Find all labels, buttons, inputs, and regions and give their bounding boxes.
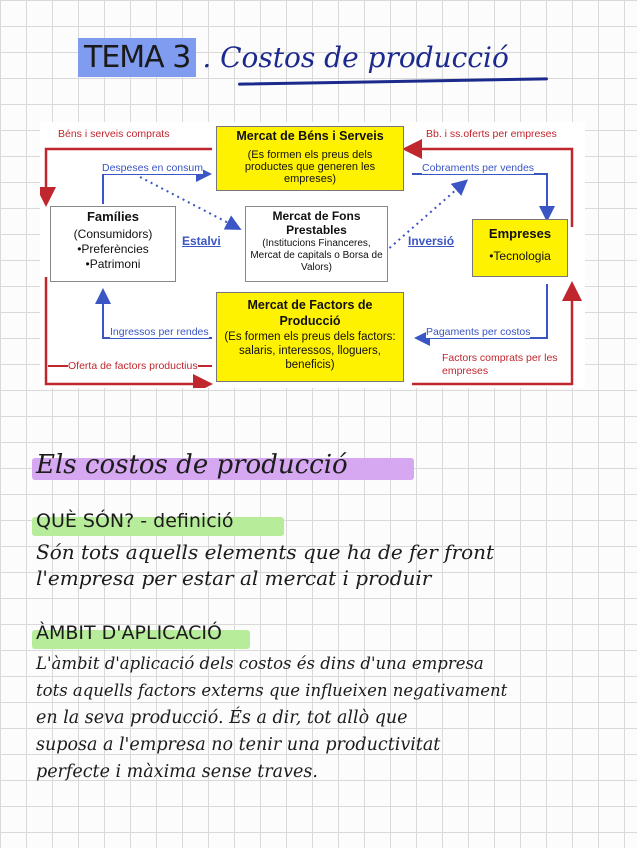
label-goods-offered: Bb. i ss.oferts per empreses [426, 128, 557, 140]
families-line-1: (Consumidors) [73, 227, 153, 241]
families-line-2: •Preferències [77, 242, 149, 256]
q1-line-1: Són tots aquells elements que ha de fer front [36, 540, 495, 564]
factors-market-body: (Es formen els preus dels factors: salaris, interessos, lloguers, beneficis) [224, 331, 396, 371]
goods-services-market-box [216, 126, 404, 191]
label-sales-receipts: Cobraments per vendes [422, 162, 535, 174]
q2-line-2: tots aquells factors externs que influeixen negativament [36, 681, 508, 700]
q2-line-1: L'àmbit d'aplicació dels costos és dins d'una empresa [36, 654, 484, 673]
factors-market-box [216, 292, 404, 382]
q2-line-3: en la seva producció. És a dir, tot allò que [36, 708, 408, 728]
label-income: Ingressos per rendes [110, 326, 209, 338]
companies-box [472, 219, 568, 277]
label-savings: Estalvi [182, 234, 221, 248]
label-consumption-spending: Despeses en consum [102, 162, 203, 174]
loanable-funds-body: (Institucions Financeres, Mercat de capitals o Borsa de Valors) [250, 238, 383, 273]
q2-heading: ÀMBIT D'APLICACIÓ [36, 622, 222, 644]
companies-title: Empreses [488, 226, 552, 241]
loanable-funds-box [245, 206, 388, 282]
families-box [50, 206, 176, 282]
label-goods-bought: Béns i serveis comprats [58, 128, 170, 140]
label-cost-payments: Pagaments per costos [426, 326, 531, 338]
section-title: Els costos de producció [36, 450, 348, 480]
companies-line-1: •Tecnologia [489, 249, 551, 263]
q1-heading: QUÈ SÓN? - definició [36, 510, 234, 532]
label-factors-bought-2: empreses [442, 365, 489, 377]
goods-market-title: Mercat de Béns i Serveis [236, 129, 384, 143]
page-title [78, 40, 509, 84]
title-rest: . Costos de producció [202, 41, 509, 74]
families-title: Famílies [86, 209, 140, 224]
factors-market-title: Mercat de Factors de Producció [247, 298, 373, 328]
q2-line-5: perfecte i màxima sense traves. [36, 762, 318, 782]
families-line-3: •Patrimoni [85, 257, 141, 271]
loanable-funds-title: Mercat de Fons Prestables [272, 209, 361, 237]
q2-line-4: suposa a l'empresa no tenir una productivitat [36, 735, 441, 755]
label-investment: Inversió [408, 234, 455, 248]
label-factors-bought-1: Factors comprats per les [442, 352, 558, 364]
title-highlight: TEMA 3 [78, 38, 196, 77]
goods-market-body: (Es formen els preus dels productes que generen les empreses) [244, 149, 376, 185]
label-factor-supply: Oferta de factors productius [68, 360, 198, 372]
circular-flow-diagram [40, 122, 585, 388]
q1-line-2: l'empresa per estar al mercat i produir [36, 566, 432, 590]
